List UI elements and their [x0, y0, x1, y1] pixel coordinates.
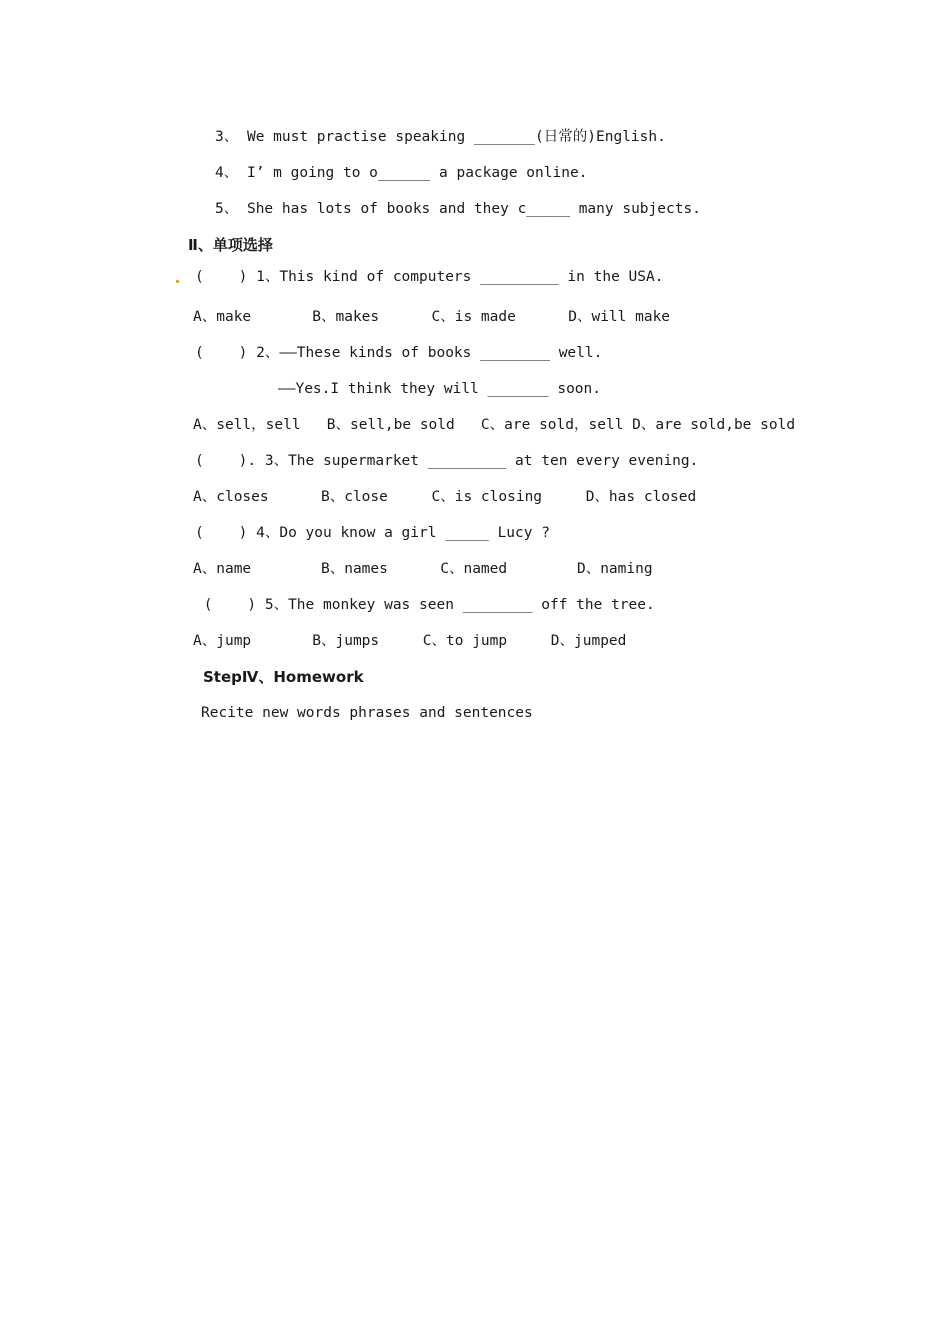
- fill-in-item-4: 4、 I’ m going to o______ a package online.: [215, 165, 588, 181]
- homework-title: StepⅣ、Homework: [203, 668, 364, 686]
- question-1-options: A、make B、makes C、is made D、will make: [193, 309, 671, 325]
- question-1-stem: ( ) 1、This kind of computers _________ in the USA.: [195, 269, 664, 285]
- question-5-stem: ( ) 5、The monkey was seen ________ off the tree.: [195, 597, 655, 613]
- section-title: Ⅱ、单项选择: [188, 236, 273, 254]
- fill-in-item-5: 5、 She has lots of books and they c_____ many subjects.: [215, 201, 701, 217]
- question-4-options: A、name B、names C、named D、naming: [193, 561, 653, 577]
- question-2-stem: ( ) 2、——These kinds of books ________ well.: [195, 345, 603, 361]
- homework-text: Recite new words phrases and sentences: [201, 705, 533, 721]
- question-4-stem: ( ) 4、Do you know a girl _____ Lucy ?: [195, 525, 550, 541]
- margin-mark: [176, 280, 179, 283]
- question-2-options: A、sell，sell B、sell,be sold C、are sold，sell D、are sold,be sold: [193, 417, 796, 433]
- question-3-options: A、closes B、close C、is closing D、has closed: [193, 489, 697, 505]
- question-2-reply: ——Yes.I think they will _______ soon.: [278, 381, 602, 397]
- fill-in-item-3: 3、 We must practise speaking _______(日常的)English.: [215, 129, 666, 145]
- question-3-stem: ( ). 3、The supermarket _________ at ten every evening.: [195, 453, 699, 469]
- question-5-options: A、jump B、jumps C、to jump D、jumped: [193, 633, 627, 649]
